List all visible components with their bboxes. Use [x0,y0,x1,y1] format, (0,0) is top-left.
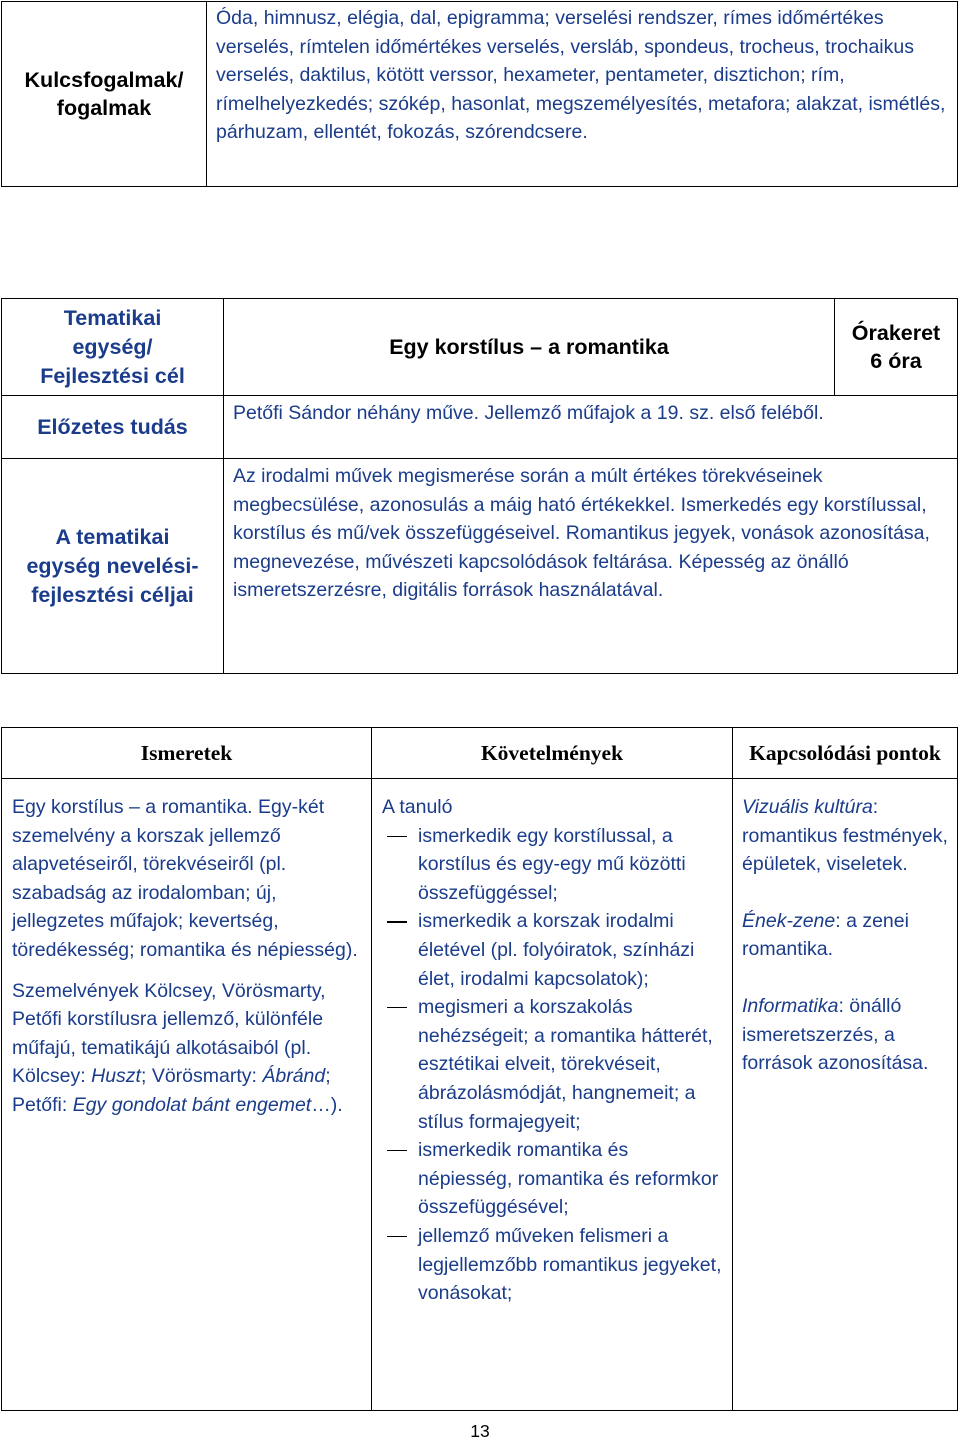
key-concepts-label: Kulcsfogalmak/ fogalmak [2,2,207,187]
connection-item: Informatika: önálló ismeretszerzés, a források azonosítása. [742,994,929,1075]
prior-knowledge-text: Petőfi Sándor néhány műve. Jellemző műfajok a 19. sz. első feléből. [224,396,958,459]
unit-label: Tematikai egység/ Fejlesztési cél [2,299,224,396]
connection-item: Vizuális kultúra: romantikus festmények, épületek, viseletek. [742,796,948,876]
unit-hours: Órakeret 6 óra [835,299,958,396]
requirements-intro: A tanuló [382,796,453,818]
requirements-list [382,822,726,1308]
connection-item: Ének-zene: a zenei romantika. [742,909,909,961]
list-item: ismerkedik a korszak irodalmi életével (pl. folyóiratok, színházi élet, irodalmi kapcsolatok); [382,907,726,993]
prior-knowledge-label: Előzetes tudás [2,396,224,459]
list-item: ismerkedik romantika és népiesség, romantika és reformkor összefüggésével; [382,1136,726,1222]
knowledge-paragraph-1: Egy korstílus – a romantika. Egy-két szemelvény a korszak jellemző alapvetéseiről, törekvéseiről (pl. szabadság az irodalomban; új, jellegzetes műfajok; kevertség, töredékesség; romantika és népiesség). [12,796,358,961]
dash-bullet-icon [387,921,407,922]
dash-bullet-icon [387,836,407,837]
unit-title: Egy korstílus – a romantika [224,299,835,396]
header-requirements: Követelmények [372,728,733,779]
list-item: megismeri a korszakolás nehézségeit; a romantika hátterét, esztétikai elveit, törekvéseit, ábrázolásmódját, hangnemeit; a stílus formajegyeit; [382,993,726,1136]
header-connections: Kapcsolódási pontok [733,728,958,779]
dash-bullet-icon [387,1150,407,1151]
list-item: jellemző műveken felismeri a legjellemzőbb romantikus jegyeket, vonásokat; [382,1222,726,1308]
dash-bullet-icon [387,1007,407,1008]
content-table [1,727,958,1411]
list-item: ismerkedik egy korstílussal, a korstílus és egy-egy mű közötti összefüggéssel; [382,822,726,908]
knowledge-paragraph-2: Szemelvények Kölcsey, Vörösmarty, Petőfi korstílusra jellemző, különféle műfajú, tematikájú alkotásaiból (pl. Kölcsey: Huszt; Vörösmarty: Ábránd; Petőfi: Egy gondolat bánt engemet…). [12,979,343,1116]
header-knowledge: Ismeretek [2,728,372,779]
goals-text: Az irodalmi művek megismerése során a múlt értékes törekvéseinek megbecsülése, azonosulás a máig ható értékekkel. Ismerkedés egy korstílussal, korstílus és mű/vek összefüggéseivel. Romantikus jegyek, vonások azonosítása, megnevezése, művészeti kapcsolódások feltárása. Képesség az önálló ismeretszerzésre, digitális források használatával. [224,459,958,674]
connections-column [733,779,958,1411]
unit-table [1,298,958,674]
knowledge-column [2,779,372,1411]
dash-bullet-icon [387,1236,407,1237]
goals-label: A tematikai egység nevelési- fejlesztési céljai [2,459,224,674]
key-concepts-text: Óda, himnusz, elégia, dal, epigramma; verselési rendszer, rímes időmértékes verselés, rímtelen időmértékes verselés, versláb, spondeus, trocheus, trochaikus verselés, daktilus, kötött verssor, hexameter, pentameter, disztichon; rím, rímelhelyezkedés; szókép, hasonlat, megszemélyesítés, metafora; alakzat, ismétlés, párhuzam, ellentét, fokozás, szórendcsere. [207,2,958,187]
key-concepts-table [1,1,958,187]
page-number: 13 [470,1421,490,1441]
requirements-column [372,779,733,1411]
